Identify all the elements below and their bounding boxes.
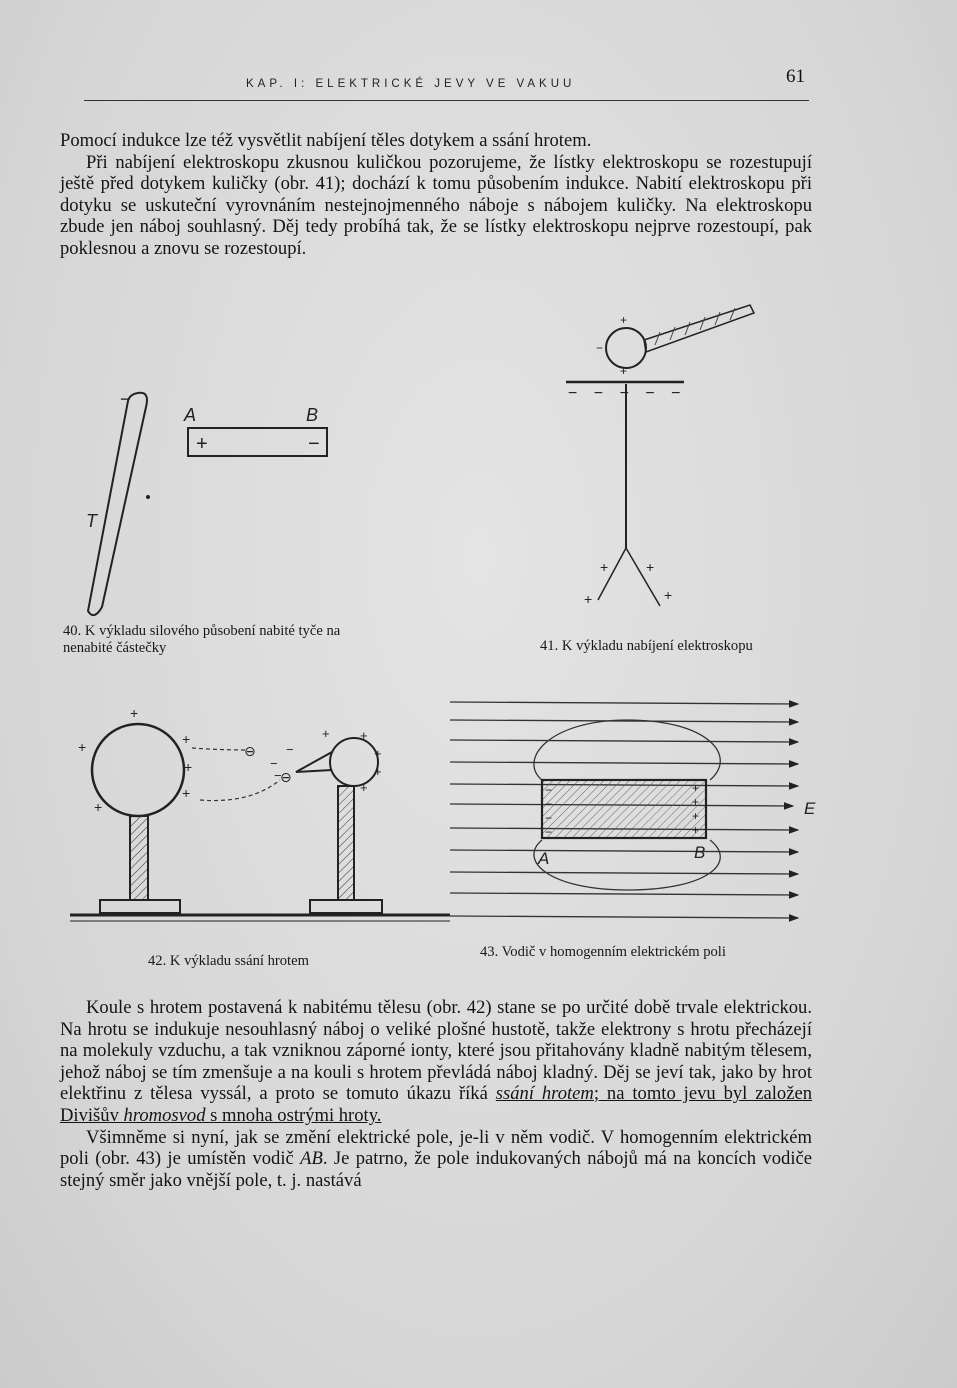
ion-path-lower <box>200 780 280 801</box>
end-a-label: A <box>538 849 550 868</box>
term-ssani-hrotem: ssání hrotem <box>495 1083 594 1105</box>
pointed-sphere-charge: + <box>374 746 382 761</box>
paragraph-induction <box>60 130 812 260</box>
figure-43-caption: 43. Vodič v homogenním elektrickém poli <box>480 944 726 960</box>
pointed-sphere-charge: + <box>322 726 330 741</box>
sphere-charge: + <box>182 785 191 801</box>
figure-40 <box>80 385 350 625</box>
sphere-charge: + <box>130 705 139 721</box>
leaf-charge: + <box>664 587 673 603</box>
field-label: E <box>804 799 816 818</box>
rod-label: T <box>86 511 97 531</box>
paragraph-text: Koule s hrotem postavená k nabitému tělesu (obr. 42) stane se po určité době trvale elektrickou. Na hrotu se indukuje nesouhlasný náboj o veliké plošné hustotě, takže elektrony s hrotu přecházejí na molekuly vzduchu, a tak vzniknou záporné ionty, které jsou přitahovány kladně nabitým tělesem, jehož náboj se tím zmenšuje a na kouli s hrotem převládá náboj kladný. Děj se jeví tak, jako by hrot elektřinu z tělesa vyssál, a proto se tomuto úkazu říká <box>60 997 812 1105</box>
paragraph-text: s mnoha ostrými hroty. <box>205 1104 382 1126</box>
conductor-plus: + <box>692 823 700 837</box>
sphere-charge: + <box>78 739 87 755</box>
left-base <box>100 900 180 913</box>
right-base <box>310 900 382 913</box>
pointed-sphere <box>330 738 378 786</box>
end-a-label: A <box>184 405 197 425</box>
conductor-plus: + <box>692 781 700 795</box>
sphere-charge: + <box>184 759 193 775</box>
ion-path-upper <box>192 748 248 750</box>
test-ball <box>606 328 646 368</box>
conductor-plus: + <box>692 809 700 823</box>
point-charge: − <box>274 768 282 783</box>
page-number: 61 <box>786 66 805 87</box>
figure-43 <box>448 690 828 925</box>
left-stand <box>130 816 148 900</box>
conductor-label: AB <box>300 1148 323 1170</box>
conductor-ab <box>542 780 706 838</box>
page-header <box>84 66 809 101</box>
induced-field-upper <box>534 720 720 780</box>
sphere-charge: + <box>94 799 103 815</box>
leaf-charge: + <box>584 591 593 607</box>
figure-42-caption: 42. K výkladu ssání hrotem <box>148 953 309 969</box>
term-hromosvod: hromosvod <box>123 1104 206 1126</box>
conductor-minus: − <box>545 797 553 811</box>
pointed-sphere-charge: + <box>360 728 368 743</box>
particle-dot <box>146 495 150 499</box>
conductor-minus: − <box>545 825 553 839</box>
leaf-charge: + <box>600 559 609 575</box>
pointed-sphere-charge: + <box>360 780 368 795</box>
pointed-sphere-charge: + <box>374 764 382 779</box>
figure-41 <box>560 300 780 620</box>
paragraph-text: . Je patrno, že pole indukovaných nábojů má na koncích vodiče stejný směr jako vnější pole, t. j. nastává <box>60 1148 812 1191</box>
paragraph-text: ; na tomto jevu byl založen Divišův <box>60 1083 813 1126</box>
sphere-point <box>296 752 332 772</box>
leaf-right <box>626 548 660 606</box>
paragraph-line: Při nabíjení elektroskopu zkusnou kuličkou pozorujeme, že lístky elektroskopu se rozestupují ještě před dotykem kuličky (obr. 41); dochází k tomu působením indukce. Nabití elektroskopu při dotyku se uskuteční vyrovnáním nestejnojmenného náboje s nábojem kuličky. Na elektroskopu zbude jen náboj souhlasný. Děj tedy probíhá tak, že se lístky elektroskopu nejprve rozestoupí, pak poklesnou a znovu se rozestoupí. <box>60 151 812 259</box>
figure-42 <box>70 700 450 925</box>
running-head: KAP. I: ELEKTRICKÉ JEVY VE VAKUU <box>246 78 576 90</box>
sphere-charge: + <box>182 731 191 747</box>
induced-field-lower <box>534 840 720 890</box>
paragraph-point-suction <box>60 997 812 1191</box>
ball-top-charge: + <box>620 313 628 327</box>
leaf-charge: + <box>646 559 655 575</box>
point-charge: − <box>286 742 294 757</box>
right-stand <box>338 786 354 900</box>
ion-upper: ⊖ <box>244 743 256 759</box>
neutral-body <box>188 428 327 456</box>
paragraph-text: Všimněme si nyní, jak se změní elektrické pole, je-li v něm vodič. V homogenním elektrickém poli (obr. 43) je umístěn vodič <box>60 1126 812 1170</box>
paragraph-line: Pomocí indukce lze též vysvětlit nabíjení těles dotykem a ssání hrotem. <box>60 130 592 151</box>
conductor-minus: − <box>545 811 553 825</box>
charged-sphere <box>92 724 184 816</box>
end-b-label: B <box>306 405 319 425</box>
figure-41-caption: 41. K výkladu nabíjení elektroskopu <box>540 638 753 654</box>
point-charge: − <box>270 756 278 771</box>
ball-handle <box>644 305 754 352</box>
end-b-label: B <box>694 843 706 862</box>
plate-charges: − − − − − <box>568 385 687 402</box>
conductor-minus: − <box>545 783 553 797</box>
charged-rod <box>88 393 147 615</box>
conductor-plus: + <box>692 795 700 809</box>
figure-40-caption: 40. K výkladu silového působení nabité tyče na nenabité částečky <box>63 623 341 656</box>
rod-charge-label: − <box>120 389 131 409</box>
ion-lower: ⊖ <box>280 769 292 785</box>
ball-left-charge: − <box>596 341 604 355</box>
ball-bottom-charge: + <box>620 364 628 378</box>
body-plus-label: + <box>196 433 208 455</box>
body-minus-label: − <box>308 433 320 455</box>
